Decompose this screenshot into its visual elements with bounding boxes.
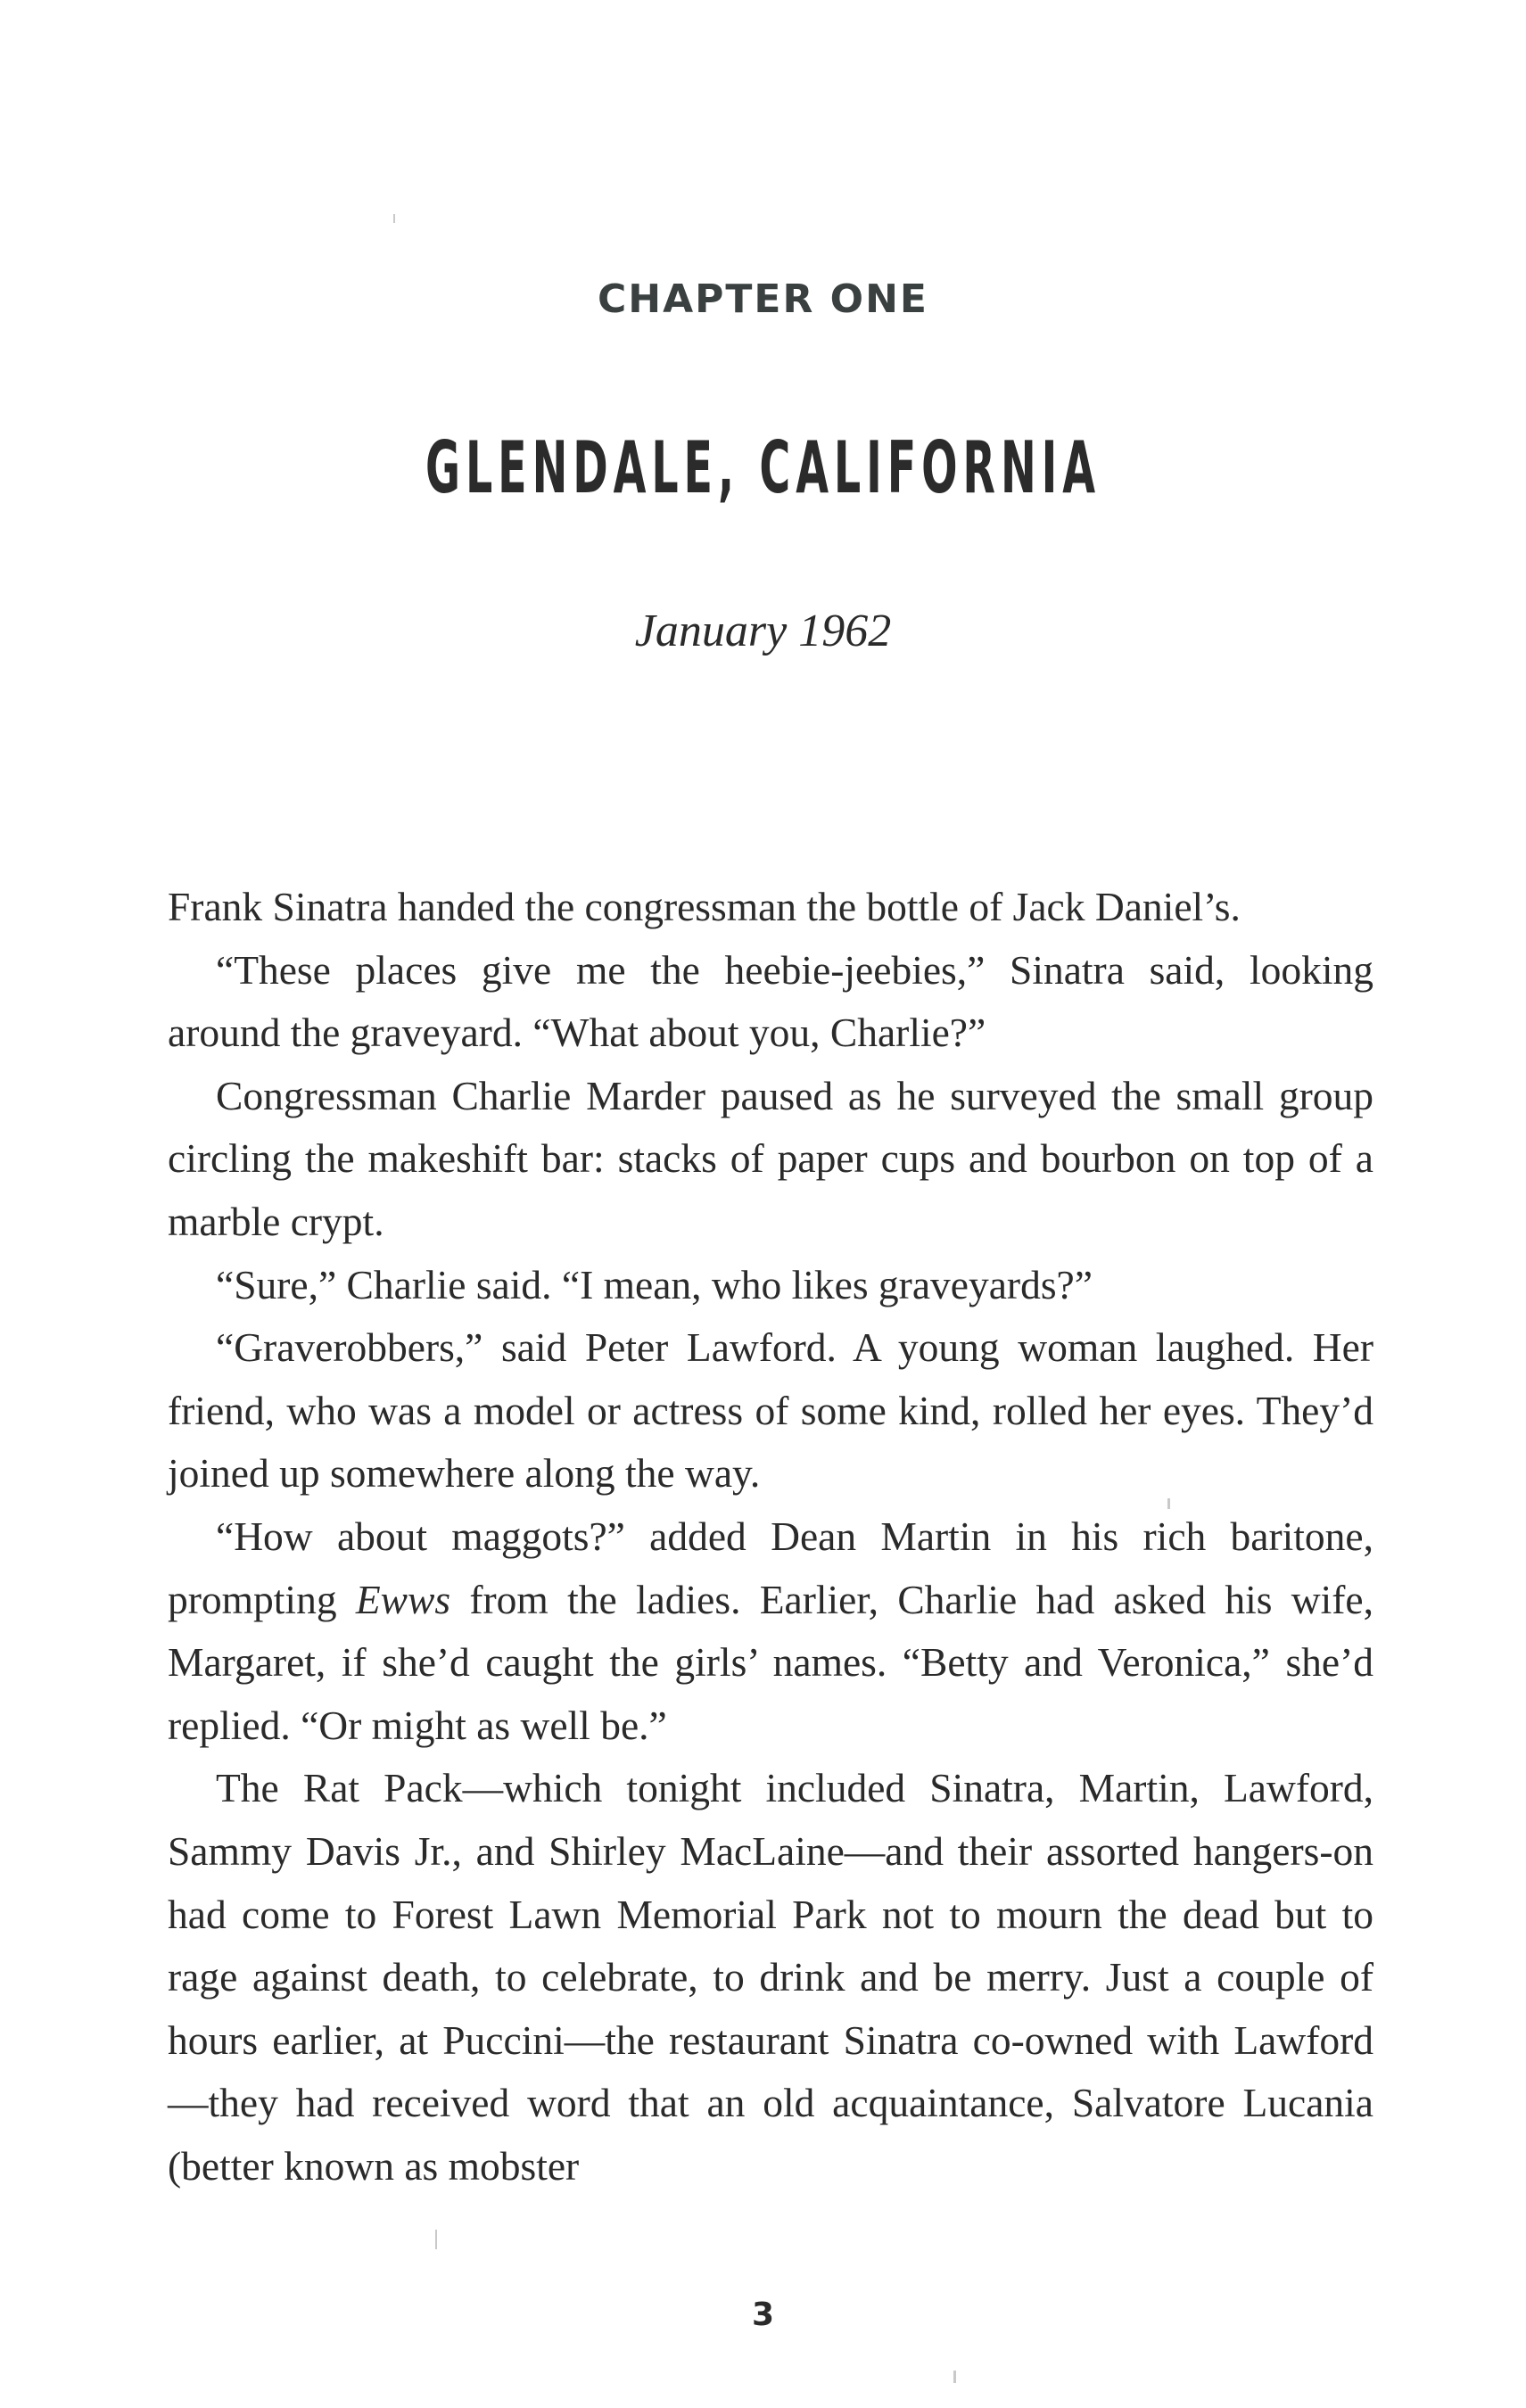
paragraph-7: The Rat Pack—which tonight included Sinatra, Martin, Lawford, Sammy Davis Jr., and Shirley MacLaine—and their assorted hangers-on had come to Forest Lawn Memorial Park not to mourn the dead but to rage against death, to celebrate, to drink and be merry. Just a couple of hours earlier, at Puccini—the restaurant Sinatra co-owned with Lawford—they had received word that an old acquaintance, Salvatore Lucania (better known as mobster	[168, 1765, 1373, 2189]
paragraph-6-after: from the ladies. Earlier, Charlie had asked his wife, Margaret, if she’d caught the girls’ names. “Betty and Veronica,” she’d replied. “Or might as well be.”	[168, 1576, 1373, 1748]
paragraph-4: “Sure,” Charlie said. “I mean, who likes graveyards?”	[216, 1261, 1093, 1307]
paragraph-5: “Graverobbers,” said Peter Lawford. A young woman laughed. Her friend, who was a model or actress of some kind, rolled her eyes. They’d joined up somewhere along the way.	[168, 1324, 1373, 1497]
scan-speck	[393, 214, 395, 223]
page-number: 3	[751, 2297, 775, 2333]
paragraph-1: Frank Sinatra handed the congressman the bottle of Jack Daniel’s.	[168, 884, 1241, 929]
chapter-dateline: January 1962	[634, 606, 892, 656]
paragraph-6-before: “How about maggots?” added Dean Martin in his rich baritone, prompting	[168, 1513, 1373, 1622]
chapter-title: GLENDALE, CALIFORNIA	[425, 426, 1101, 509]
paragraph-2: “These places give me the heebie-jeebies,” Sinatra said, looking around the graveyard. “What about you, Charlie?”	[168, 946, 1373, 1056]
paragraph-6	[168, 1505, 1373, 1757]
scan-speck	[1167, 1498, 1170, 1509]
paragraph-3: Congressman Charlie Marder paused as he surveyed the small group circling the makeshift bar: stacks of paper cups and bourbon on top of a marble crypt.	[168, 1072, 1373, 1244]
paragraph-6-emphasis: Ewws	[355, 1576, 451, 1622]
chapter-label: CHAPTER ONE	[598, 276, 928, 322]
body-text	[168, 876, 1373, 2198]
scan-speck	[435, 2230, 437, 2249]
scan-speck	[953, 2371, 956, 2383]
